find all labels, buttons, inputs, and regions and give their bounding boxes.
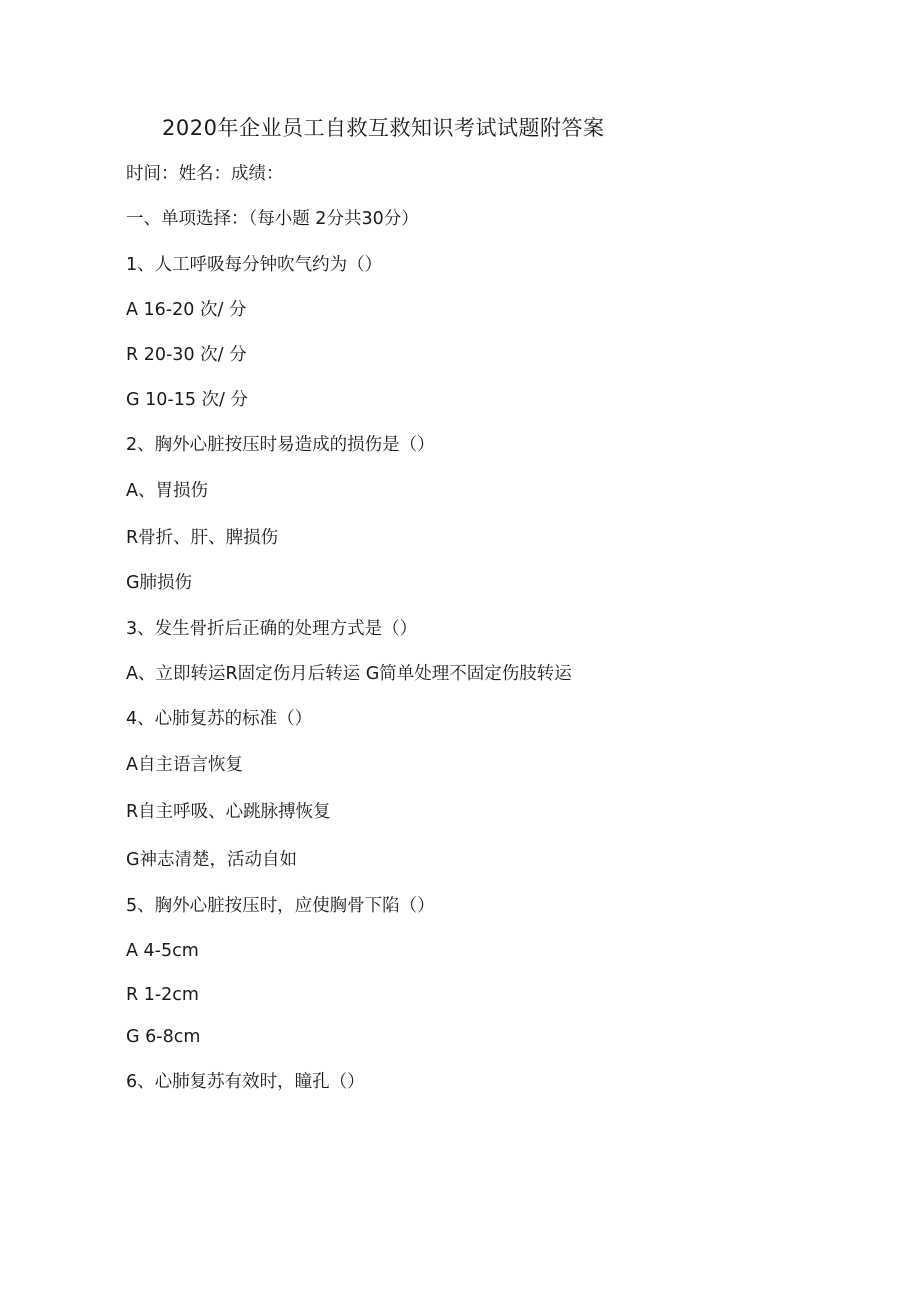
option-1a: A 16-20 次/ 分	[126, 300, 247, 320]
option-5a: A 4-5cm	[126, 941, 199, 961]
question-3: 3、发生骨折后正确的处理方式是（）	[126, 619, 418, 639]
question-1: 1、人工呼吸每分钟吹气约为（）	[126, 255, 383, 275]
question-2: 2、胸外心脏按压时易造成的损伤是（）	[126, 435, 435, 455]
option-4c: G神志清楚，活动自如	[126, 850, 298, 870]
option-4a: A自主语言恢复	[126, 755, 243, 775]
option-4b: R自主呼吸、心跳脉搏恢复	[126, 802, 331, 822]
meta-line: 时间：姓名：成绩：	[126, 164, 284, 184]
question-4: 4、心肺复苏的标准（）	[126, 709, 313, 729]
option-1b: R 20-30 次/ 分	[126, 345, 247, 365]
option-5b: R 1-2cm	[126, 985, 199, 1005]
options-3: A、立即转运R固定伤月后转运 G简单处理不固定伤肢转运	[126, 664, 572, 684]
section-heading: 一、单项选择：（每小题 2分共30分）	[126, 209, 419, 229]
option-2a: A、胃损伤	[126, 481, 208, 501]
option-1c: G 10-15 次/ 分	[126, 390, 248, 410]
option-2b: R骨折、肝、脾损伤	[126, 528, 279, 548]
option-2c: G肺损伤	[126, 573, 193, 593]
document-title: 2020年企业员工自救互救知识考试试题附答案	[162, 116, 605, 140]
question-6: 6、心肺复苏有效时，瞳孔（）	[126, 1072, 365, 1092]
option-5c: G 6-8cm	[126, 1027, 201, 1047]
question-5: 5、胸外心脏按压时，应使胸骨下陷（）	[126, 896, 435, 916]
